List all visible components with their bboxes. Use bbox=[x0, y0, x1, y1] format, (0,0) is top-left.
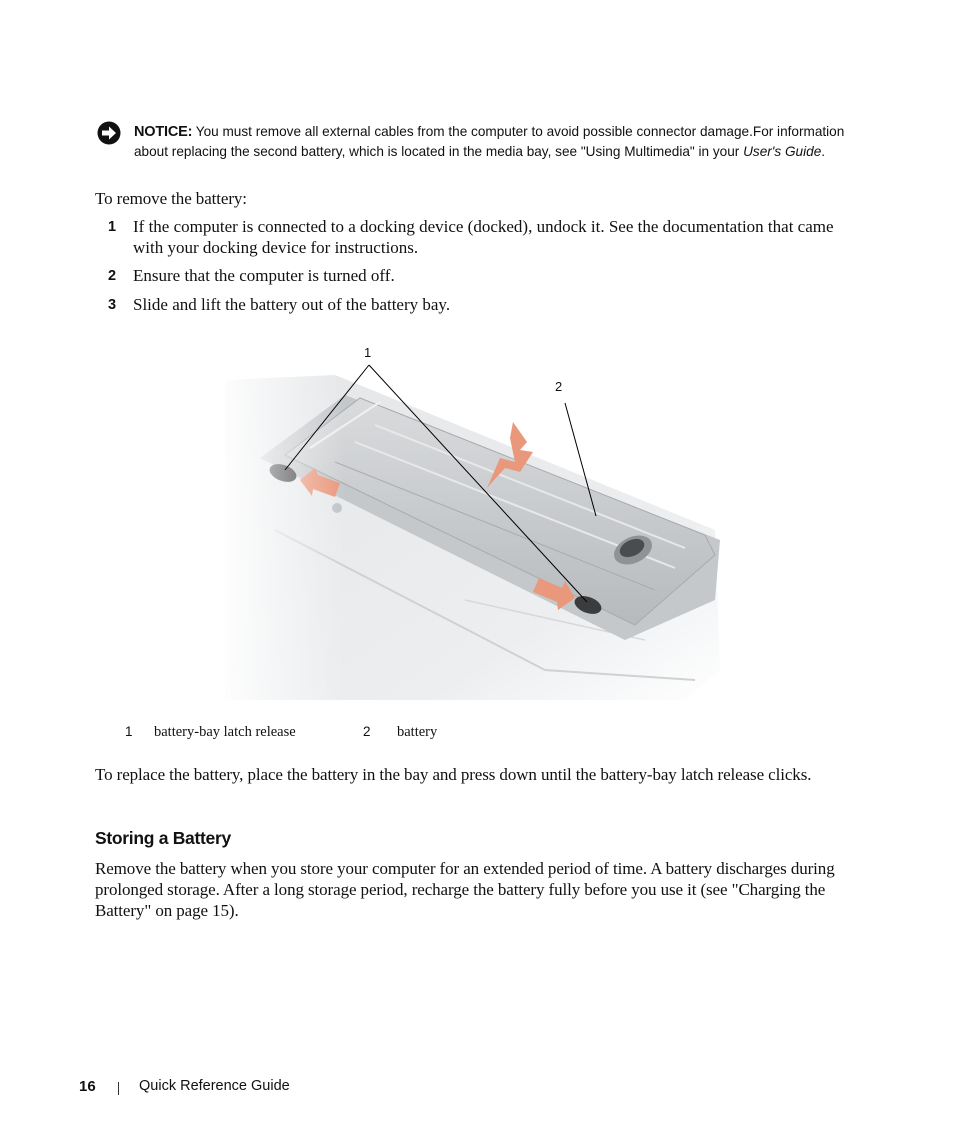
notice-end: . bbox=[821, 144, 826, 159]
footer-title: Quick Reference Guide bbox=[139, 1078, 290, 1094]
callout-1: 1 bbox=[364, 345, 372, 360]
footer-separator bbox=[118, 1082, 119, 1095]
section-heading: Storing a Battery bbox=[95, 828, 231, 848]
legend-number: 2 bbox=[363, 724, 371, 739]
figure-legend bbox=[0, 724, 954, 744]
notice-italic: User's Guide bbox=[743, 144, 822, 159]
step-number: 1 bbox=[108, 219, 117, 235]
battery-illustration-svg bbox=[215, 340, 735, 710]
step-number: 2 bbox=[108, 268, 117, 284]
notice-label: NOTICE: bbox=[134, 124, 193, 140]
step-text: Slide and lift the battery out of the battery bay. bbox=[133, 295, 451, 314]
storing-paragraph: Remove the battery when you store your computer for an extended period of time. A battery discharges during prolonged storage. After a long storage period, recharge the battery fully before you use it (see "Charging the Battery" on page 15). bbox=[95, 859, 835, 920]
step-text: If the computer is connected to a docking device (docked), undock it. See the documentation that came with your docking device for instructions. bbox=[133, 217, 834, 257]
legend-number: 1 bbox=[125, 724, 133, 739]
battery-removal-illustration bbox=[215, 340, 735, 710]
step-number: 3 bbox=[108, 297, 117, 313]
legend-text: battery-bay latch release bbox=[154, 724, 296, 740]
callout-2: 2 bbox=[555, 379, 563, 394]
step-text: Ensure that the computer is turned off. bbox=[133, 266, 395, 285]
page-number: 16 bbox=[79, 1078, 96, 1095]
legend-text: battery bbox=[397, 724, 438, 740]
notice-body: You must remove all external cables from the computer to avoid possible connector damage.For information about replacing the second battery, which is located in the media bay, see "Using Multimedia" in your bbox=[134, 124, 845, 159]
notice-arrow-icon bbox=[97, 121, 121, 145]
intro-text: To remove the battery: bbox=[95, 189, 247, 208]
page-footer bbox=[0, 1078, 954, 1098]
replace-paragraph: To replace the battery, place the battery in the bay and press down until the battery-bay latch release clicks. bbox=[95, 765, 812, 784]
notice-text bbox=[134, 122, 859, 162]
